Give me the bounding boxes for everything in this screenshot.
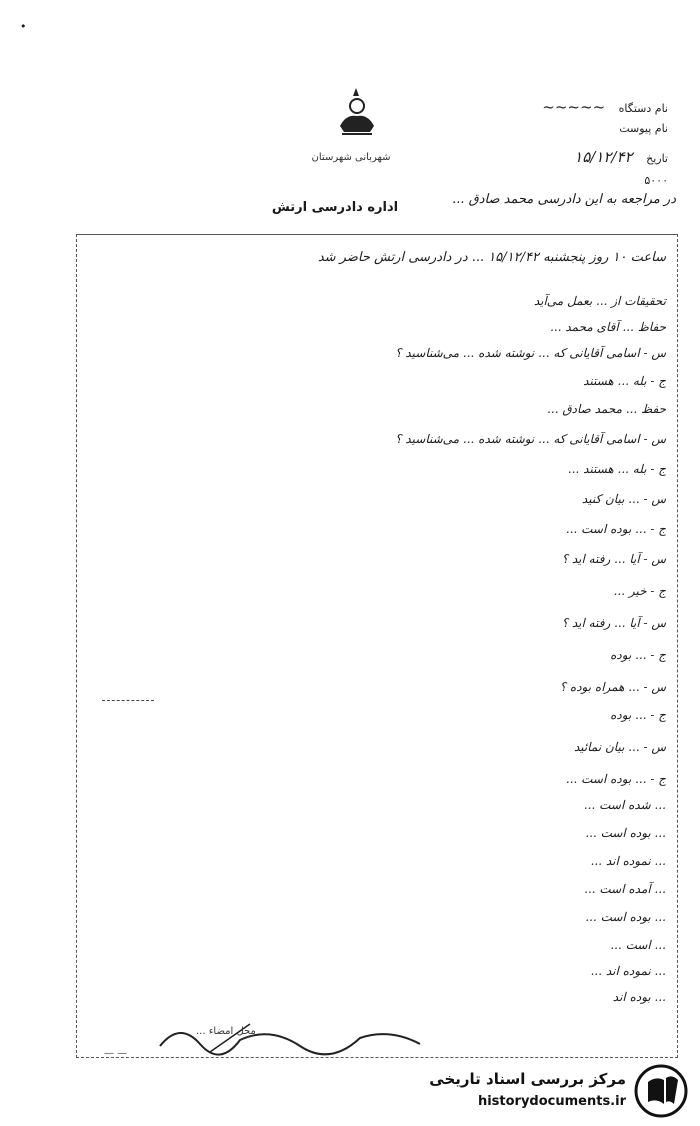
header-date-label: تاریخ [646,152,668,165]
header-date-value: ۱۵/۱۲/۴۲ [574,148,633,166]
header-attachment-label: نام پیوست [619,122,668,135]
signature-scribble [150,1016,430,1056]
transcript-closing-line: ... آمده است ... [584,882,666,896]
transcript-line: حفظ ... محمد صادق ... [547,402,666,416]
transcript-line: ج - ... بوده است ... [565,522,666,536]
transcript-closing-line: ... است ... [610,938,666,952]
transcript-closing-line: ... بوده است ... [585,910,666,924]
department-main-label: اداره دادرسی ارتش [271,200,399,215]
transcript-line: ج - بله ... هستند [583,374,666,388]
transcript-line: س - ... بیان کنید [581,492,666,506]
transcript-line: س - اسامی آقایانی که ... نوشته شده ... می‌شناسید ؟ [395,346,666,360]
transcript-closing-line: ... بوده است ... [585,826,666,840]
header-number-row [542,98,668,116]
header-attachment-row [619,122,668,135]
transcript-line: ج - ... بوده [610,708,666,722]
header-number-handwriting: ~~~~~ [542,98,606,116]
interrogation-transcript [80,240,674,1020]
corner-mark: • [20,20,27,33]
reference-line: در مراجعه به این دادرسی محمد صادق ... [452,192,676,207]
transcript-line: ج - خیر ... [613,584,666,598]
bottom-number: — — [104,1048,128,1059]
transcript-closing-line: ج - ... بوده است ... [565,772,666,786]
department-small-label: شهربانی شهرستان [311,152,391,163]
transcript-line: تحقیقات از ... بعمل می‌آید [533,294,666,308]
lion-and-sun-emblem [332,86,382,138]
transcript-line: ج - بله ... هستند ... [567,462,666,476]
header-date-row [574,148,668,166]
transcript-closing-line: ... نموده اند ... [590,964,666,978]
transcript-opening: ساعت ۱۰ روز پنجشنبه ۱۵/۱۲/۴۲ ... در دادرسی ارتش حاضر شد [317,250,666,265]
transcript-line: س - آیا ... رفته اید ؟ [561,616,666,630]
section-divider [102,700,154,701]
transcript-closing-line: ... بوده اند [612,990,666,1004]
transcript-line: س - ... همراه بوده ؟ [559,680,666,694]
watermark [420,1064,688,1120]
transcript-closing-line: ... شده است ... [583,798,666,812]
signature-caption: محل امضاء ... [196,1026,256,1037]
transcript-closing-line: س - ... بیان نمائید [573,740,666,754]
transcript-line: ج - ... بوده [610,648,666,662]
transcript-line: س - آیا ... رفته اید ؟ [561,552,666,566]
watermark-url: historydocuments.ir [477,1094,626,1109]
transcript-line: حفاظ ... آقای محمد ... [550,320,666,334]
archive-logo-icon [634,1064,688,1118]
header-number-label: نام دستگاه [618,102,668,115]
header-extra-value: ۵۰۰۰ [644,174,668,187]
transcript-closing-line: ... نموده اند ... [590,854,666,868]
watermark-title: مرکز بررسی اسناد تاریخی [429,1070,626,1088]
header-extra-row [644,174,668,187]
transcript-line: س - اسامی آقایانی که ... نوشته شده ... می‌شناسید ؟ [395,432,666,446]
